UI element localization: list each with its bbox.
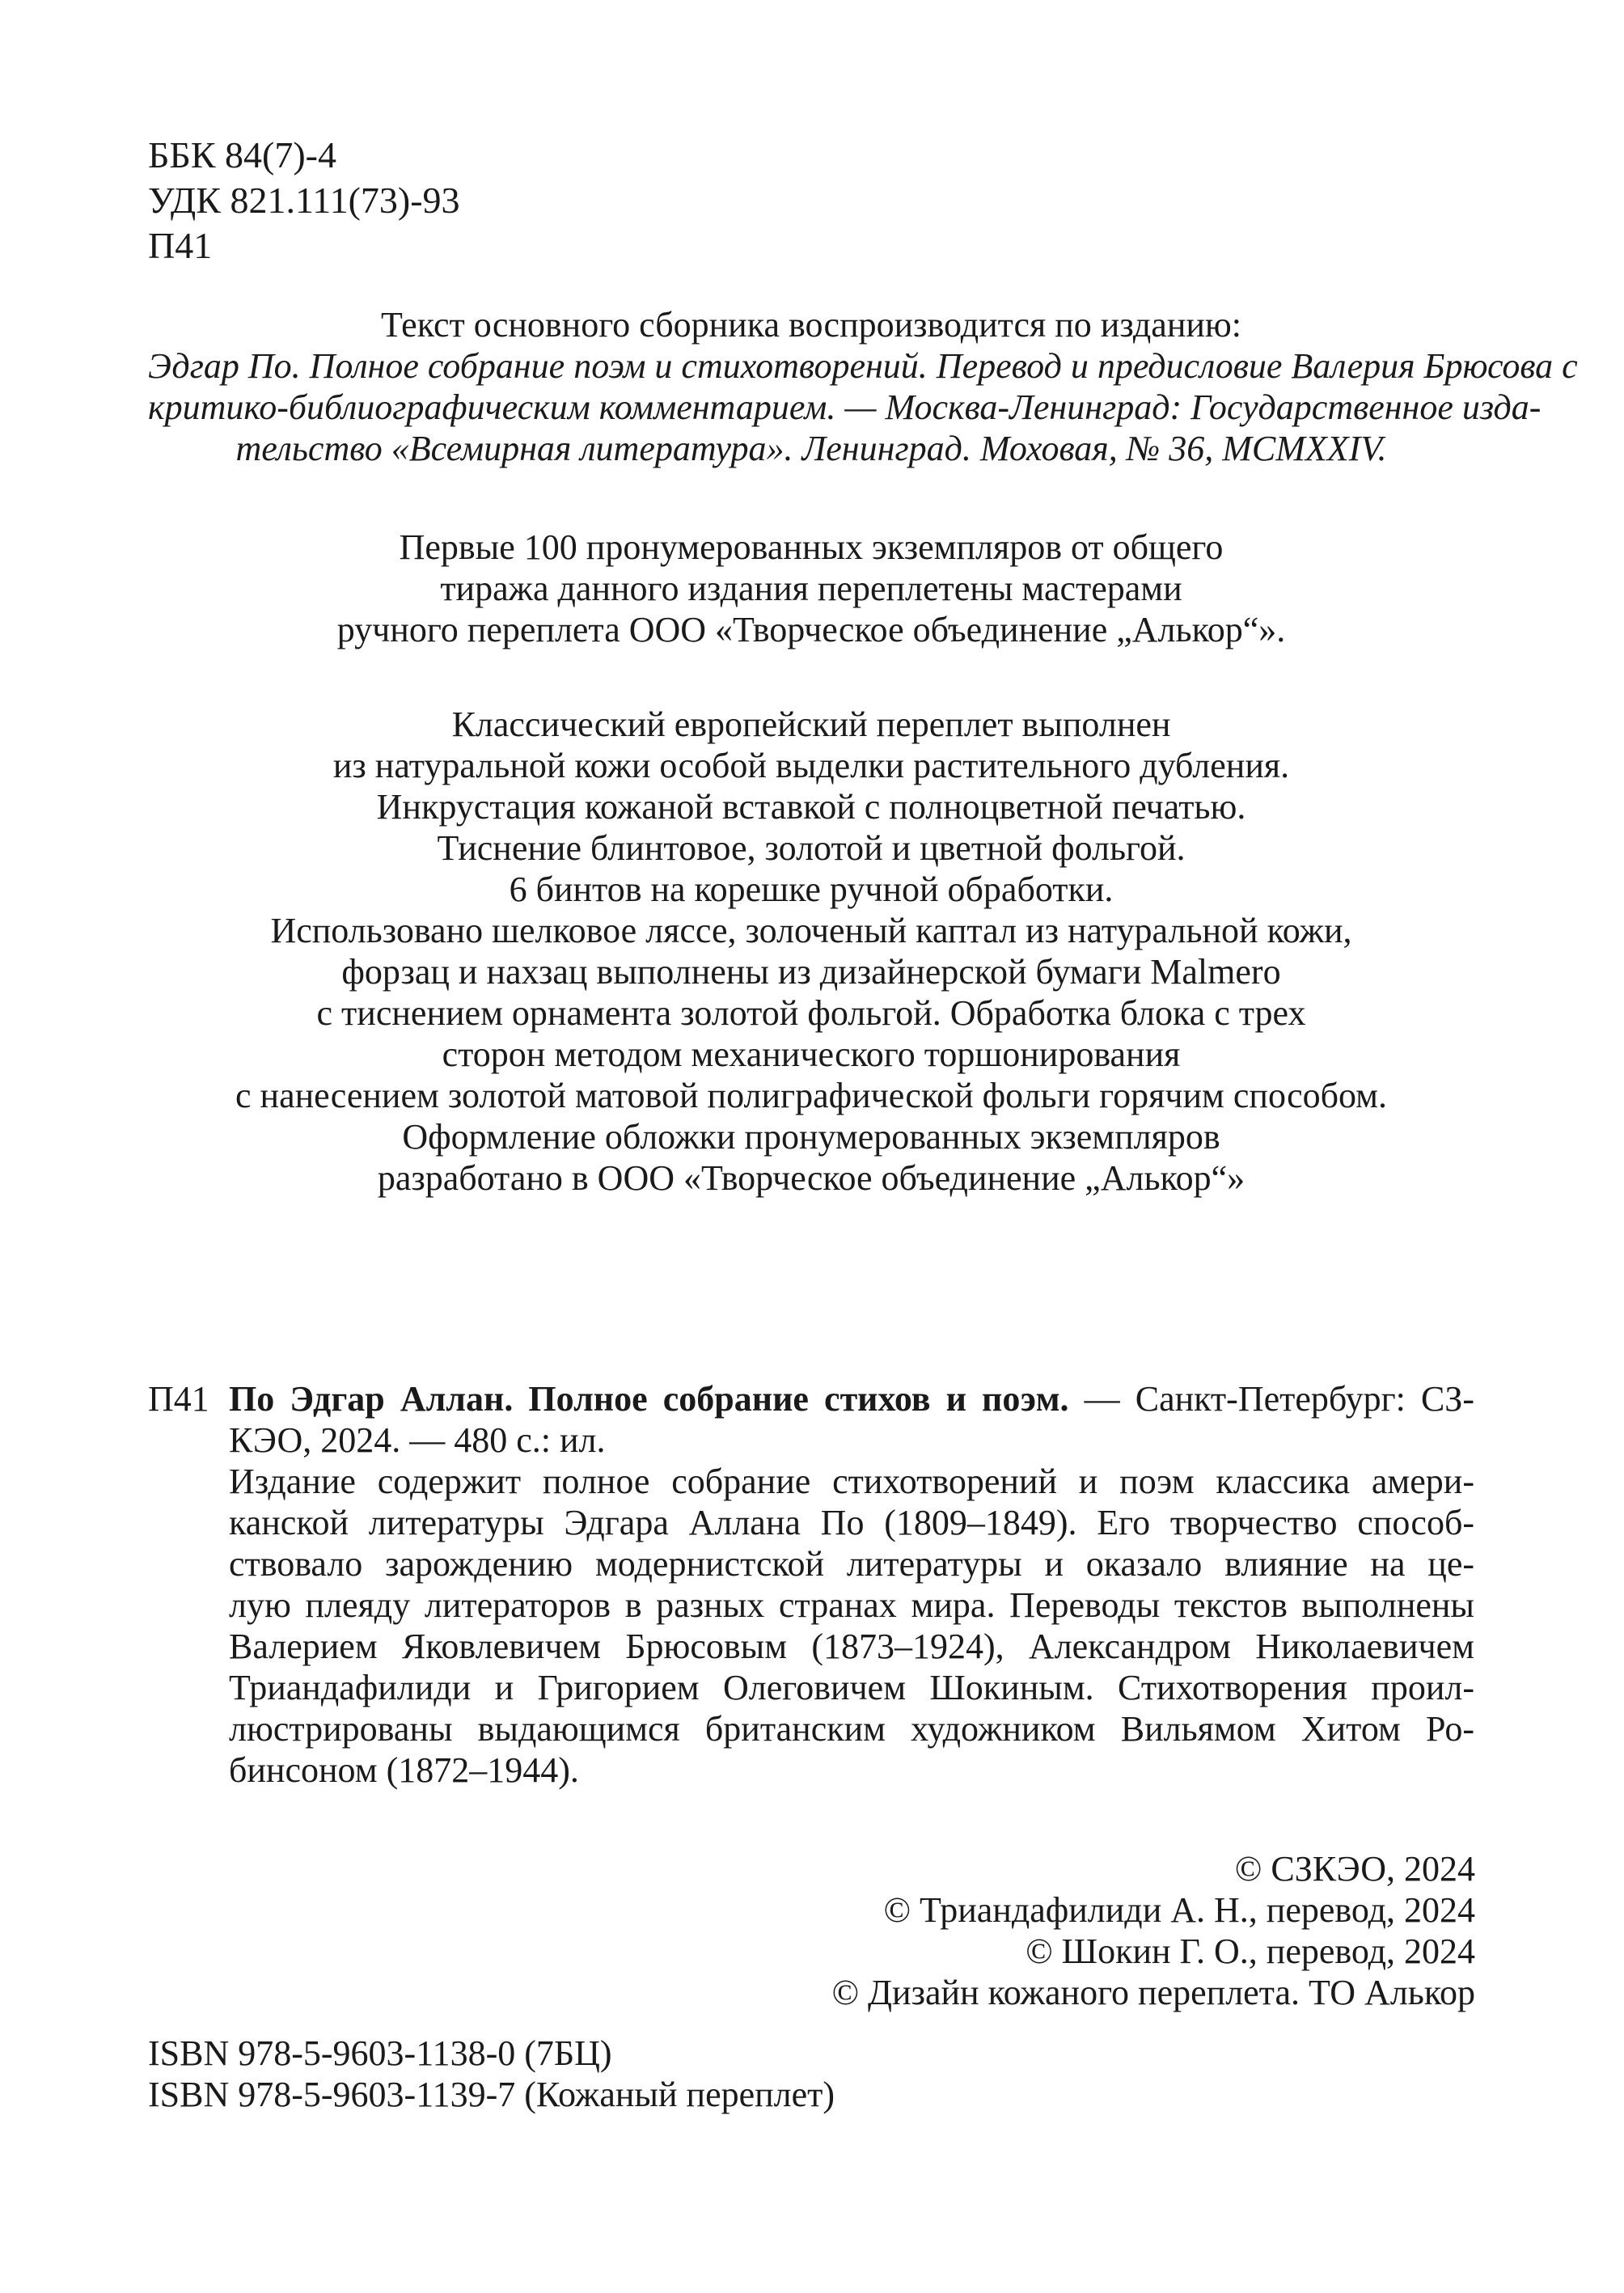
annotation-line: Триандафилиди и Григорием Олеговичем Шокиным. Стихотворения проил- <box>229 1668 1474 1707</box>
isbn-line: ISBN 978-5-9603-1138-0 (7БЦ) <box>148 2033 612 2073</box>
copyright-line: © Триандафилиди А. Н., перевод, 2024 <box>883 1890 1475 1930</box>
source-line: Эдгар По. Полное собрание поэм и стихотворений. Перевод и предисловие Валерия Брюсова с <box>148 346 1578 386</box>
classification-block <box>148 133 460 269</box>
binding-line: Классический европейский переплет выполнен <box>451 704 1171 744</box>
catalog-entry <box>148 1378 1474 1791</box>
binding-description <box>148 704 1474 1199</box>
entry-imprint: КЭО, 2024. — 480 с.: ил. <box>229 1420 606 1460</box>
bbk-code: ББК 84(7)-4 <box>148 134 336 176</box>
annotation-line: Валерием Яковлевичем Брюсовым (1873–1924), Александром Николаевичем <box>229 1627 1474 1666</box>
binding-line: Оформление обложки пронумерованных экземпляров <box>402 1117 1220 1157</box>
binding-line: Инкрустация кожаной вставкой с полноцветной печатью. <box>376 787 1246 827</box>
binding-line: сторон методом механического торшонирования <box>442 1034 1181 1074</box>
numbered-line: ручного переплета ООО «Творческое объединение „Алькор“». <box>336 610 1286 649</box>
author-mark: П41 <box>148 225 213 266</box>
binding-line: разработано в ООО «Творческое объединение „Алькор“» <box>377 1158 1245 1198</box>
copyright-line: © Дизайн кожаного переплета. ТО Алькор <box>831 1973 1475 2012</box>
entry-title: По Эдгар Аллан. Полное собрание стихов и поэм. <box>229 1379 1069 1419</box>
copyright-line: © Шокин Г. О., перевод, 2024 <box>1026 1931 1475 1971</box>
copyright-block <box>832 1848 1475 2013</box>
annotation-line: канской литературы Эдгара Аллана По (1809–1849). Его творчество способ- <box>229 1503 1474 1542</box>
binding-line: с тиснением орнамента золотой фольгой. Обработка блока с трех <box>316 993 1306 1033</box>
binding-line: Тиснение блинтовое, золотой и цветной фольгой. <box>437 828 1186 868</box>
annotation-line: лую плеяду литераторов в разных странах мира. Переводы текстов выполнены <box>229 1585 1474 1625</box>
source-line: тельство «Всемирная литература». Ленинград. Моховая, № 36, MCMXXIV. <box>235 429 1387 468</box>
annotation-line: люстрированы выдающимся британским художником Вильямом Хитом Ро- <box>229 1709 1474 1749</box>
binding-line: Использовано шелковое ляссе, золоченый каптал из натуральной кожи, <box>270 911 1352 950</box>
entry-title-rest: — Санкт-Петербург: СЗ- <box>1068 1379 1474 1419</box>
source-line: критико-библиографическим комментарием. — Москва-Ленинград: Государственное изда- <box>148 387 1542 427</box>
numbered-line: Первые 100 пронумерованных экземпляров от общего <box>399 527 1224 567</box>
copyright-line: © СЗКЭО, 2024 <box>1234 1849 1475 1889</box>
annotation-line: Издание содержит полное собрание стихотворений и поэм классика амери- <box>229 1462 1474 1501</box>
source-intro: Текст основного сборника воспроизводится по изданию: <box>380 305 1242 345</box>
binding-line: из натуральной кожи особой выделки растительного дубления. <box>332 746 1290 785</box>
udk-code: УДК 821.111(73)-93 <box>148 180 460 221</box>
numbered-line: тиража данного издания переплетены мастерами <box>440 569 1182 608</box>
binding-line: 6 бинтов на корешке ручной обработки. <box>509 869 1114 909</box>
annotation-line: ствовало зарождению модернистской литературы и оказало влияние на це- <box>229 1544 1474 1584</box>
binding-line: форзац и нахзац выполнены из дизайнерской бумаги Malmero <box>341 952 1281 992</box>
numbered-copies-note <box>148 527 1474 650</box>
annotation-line: бинсоном (1872–1944). <box>229 1750 579 1790</box>
source-edition-note <box>148 304 1578 469</box>
entry-code: П41 <box>148 1379 209 1419</box>
binding-line: с нанесением золотой матовой полиграфической фольги горячим способом. <box>235 1076 1387 1115</box>
isbn-line: ISBN 978-5-9603-1139-7 (Кожаный переплет) <box>148 2075 835 2114</box>
entry-title-line <box>229 1378 1474 1419</box>
isbn-block <box>148 2033 835 2115</box>
